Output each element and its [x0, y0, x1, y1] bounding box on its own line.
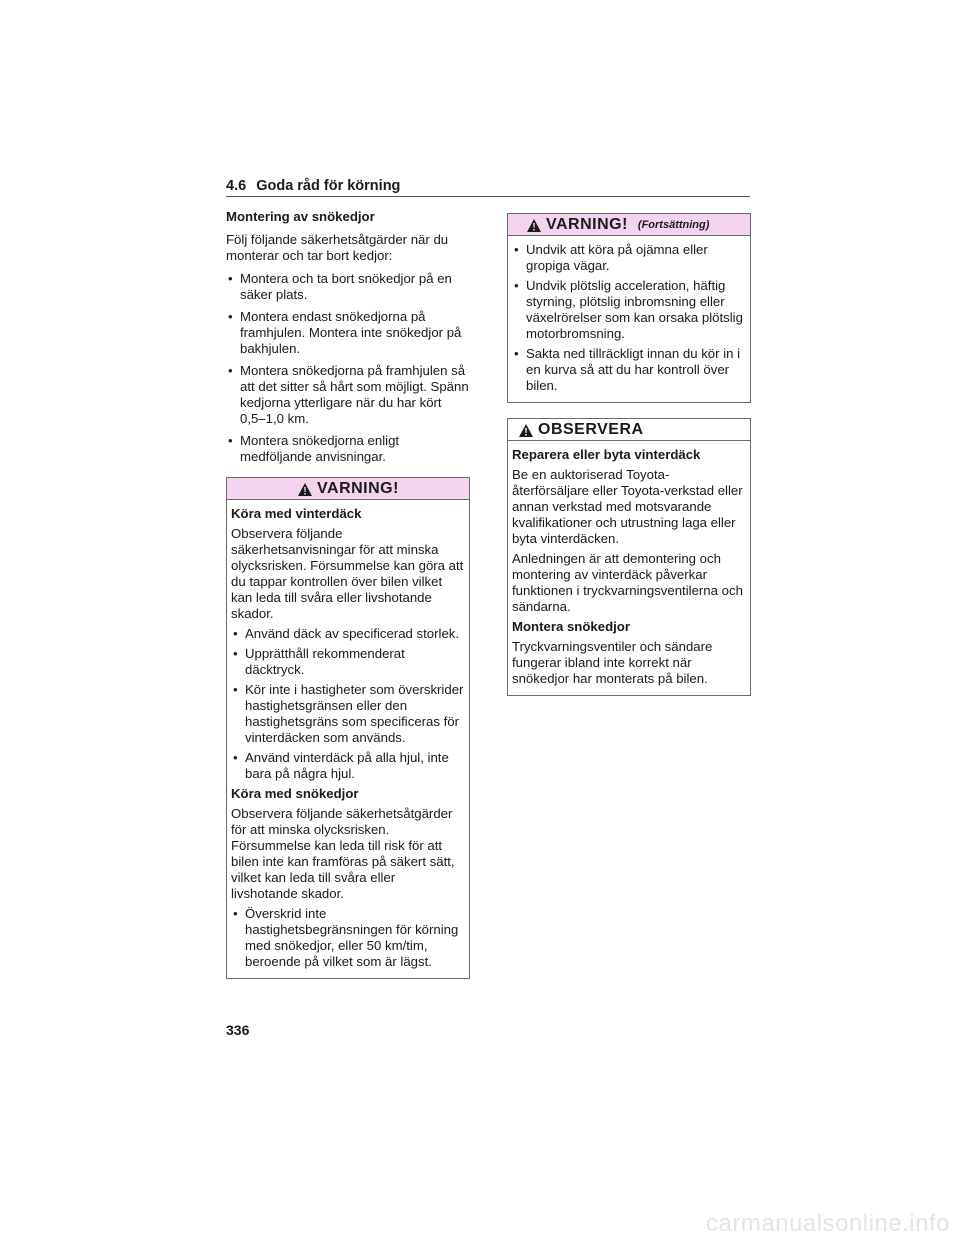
list-item: • Undvik plötslig acceleration, häftig styrning, plötslig inbromsning eller växelrörelser som kan orsaka plötslig motorbromsning. — [512, 278, 746, 342]
warning-triangle-icon — [526, 218, 542, 233]
left-column — [226, 209, 470, 994]
warning-header — [227, 478, 469, 500]
list-item: • Montera endast snökedjorna på framhjulen. Montera inte snökedjor på bakhjulen. — [226, 309, 470, 357]
note-body — [508, 441, 750, 695]
warning-continued-body — [508, 236, 750, 402]
warning-continued-subtitle: (Fortsättning) — [637, 219, 710, 231]
snow-chains-heading: Montering av snökedjor — [226, 209, 375, 224]
page-number: 336 — [226, 1022, 250, 1038]
note-header — [508, 419, 750, 441]
list-item: • Undvik att köra på ojämna eller gropiga vägar. — [512, 242, 746, 274]
warning-body — [227, 500, 469, 978]
note-box — [507, 418, 751, 696]
list-item: • Montera snökedjorna enligt medföljande anvisningar. — [226, 433, 470, 465]
list-item: • Sakta ned tillräckligt innan du kör in i en kurva så att du har kontroll över bilen. — [512, 346, 746, 394]
winter-tires-list — [231, 626, 465, 782]
warning-continued-header — [508, 214, 750, 236]
mount-chains-heading: Montera snökedjor — [512, 619, 630, 634]
warning-triangle-icon — [297, 482, 313, 497]
warning-continued-list — [512, 242, 746, 394]
driving-chains-text: Observera följande säkerhetsåtgärder för att minska olycksrisken. Försummelse kan leda till risk för att bilen inte kan framföras på säkert sätt, vilket kan leda till svåra eller livshotande skador. — [231, 806, 455, 901]
winter-tires-heading: Köra med vinterdäck — [231, 506, 362, 521]
driving-chains-list — [231, 906, 465, 970]
section-header — [226, 178, 750, 197]
watermark: carmanualsonline.info — [706, 1210, 950, 1237]
repair-tires-text: Be en auktoriserad Toyota-återförsäljare eller Toyota-verkstad eller annan verkstad med motsvarande kvalifikationer och utrustning laga eller byta vinterdäcken. — [512, 467, 743, 546]
list-item: • Montera snökedjorna på framhjulen så att det sitter så hårt som möjligt. Spänn kedjorna ytterligare när du har kört 0,5–1,0 km. — [226, 363, 470, 427]
list-item: • Upprätthåll rekommenderat däcktryck. — [231, 646, 465, 678]
warning-box — [226, 477, 470, 979]
section-title: Goda råd för körning — [256, 178, 401, 194]
list-item: • Kör inte i hastigheter som överskrider hastighetsgränsen eller den hastighetsgräns som specificeras för vinterdäcken som används. — [231, 682, 465, 746]
list-item: • Använd däck av specificerad storlek. — [231, 626, 465, 642]
driving-chains-heading: Köra med snökedjor — [231, 786, 359, 801]
winter-tires-text: Observera följande säkerhetsanvisningar för att minska olycksrisken. Försummelse kan göra att du tappar kontrollen över bilen vilket kan leda till svåra eller livshotande skador. — [231, 526, 464, 621]
mount-chains-text: Tryckvarningsventiler och sändare fungerar ibland inte korrekt när snökedjor har monterats på bilen. — [512, 639, 713, 686]
repair-tires-reason: Anledningen är att demontering och montering av vinterdäck påverkar funktionen i tryckvarningsventilerna och sändarna. — [512, 551, 743, 614]
warning-continued-title: VARNING! — [546, 216, 628, 233]
note-title: OBSERVERA — [538, 421, 644, 438]
warning-title: VARNING! — [317, 480, 399, 497]
list-item: • Använd vinterdäck på alla hjul, inte bara på några hjul. — [231, 750, 465, 782]
list-item: • Montera och ta bort snökedjor på en säker plats. — [226, 271, 470, 303]
repair-tires-heading: Reparera eller byta vinterdäck — [512, 447, 701, 462]
snow-chains-list — [226, 271, 470, 465]
warning-continued-box — [507, 213, 751, 403]
snow-chains-intro: Följ följande säkerhetsåtgärder när du monterar och tar bort kedjor: — [226, 232, 449, 263]
list-item: • Överskrid inte hastighetsbegränsningen för körning med snökedjor, eller 50 km/tim, beroende på vilket som är lägst. — [231, 906, 465, 970]
warning-triangle-icon — [518, 423, 534, 438]
section-number: 4.6 — [226, 178, 247, 194]
right-column — [507, 213, 751, 711]
